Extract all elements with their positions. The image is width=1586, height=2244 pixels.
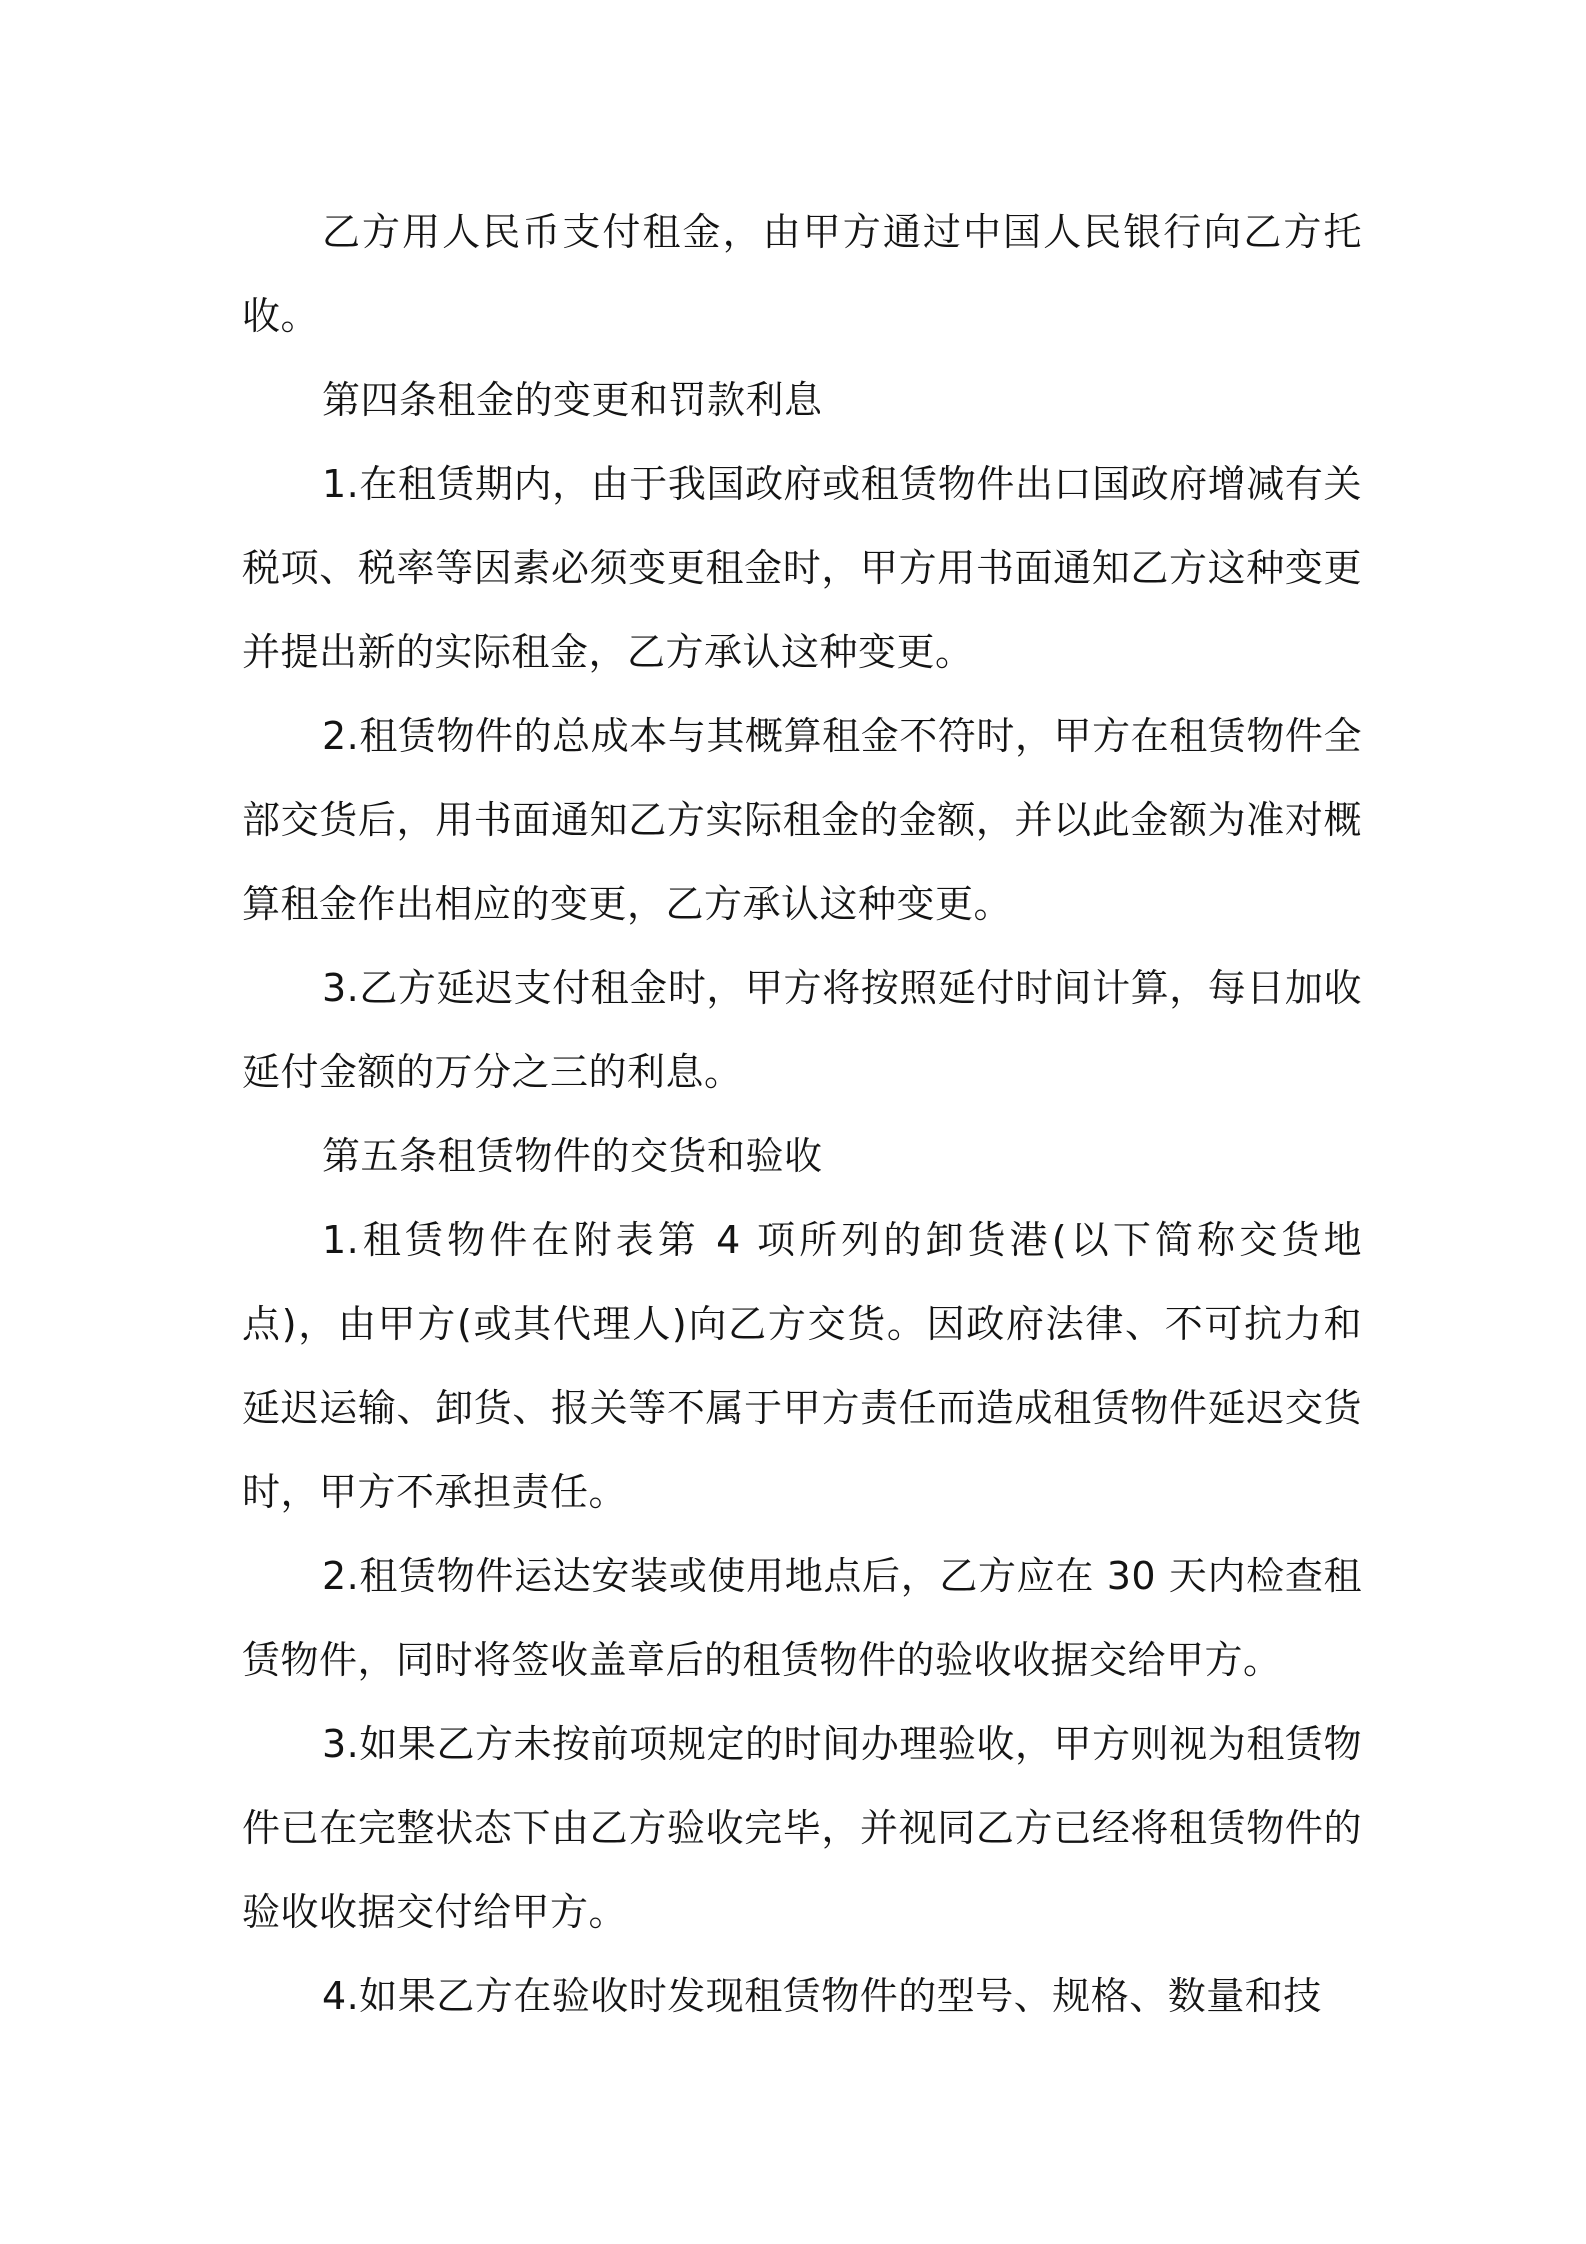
paragraph-article-5-item-3: 3.如果乙方未按前项规定的时间办理验收，甲方则视为租赁物件已在完整状态下由乙方验收完毕，并视同乙方已经将租赁物件的验收收据交付给甲方。 [242, 1722, 1362, 1934]
paragraph-article-4-item-1: 1.在租赁期内，由于我国政府或租赁物件出口国政府增减有关税项、税率等因素必须变更租金时，甲方用书面通知乙方这种变更并提出新的实际租金，乙方承认这种变更。 [242, 462, 1362, 674]
paragraph-article-4-item-3: 3.乙方延迟支付租金时，甲方将按照延付时间计算，每日加收延付金额的万分之三的利息。 [242, 966, 1362, 1094]
paragraph-article-5-item-4: 4.如果乙方在验收时发现租赁物件的型号、规格、数量和技 [322, 1974, 1322, 2018]
paragraph-article-5-item-2: 2.租赁物件运达安装或使用地点后，乙方应在 30 天内检查租赁物件，同时将签收盖章后的租赁物件的验收收据交给甲方。 [242, 1554, 1362, 1682]
section-heading-article-5: 第五条租赁物件的交货和验收 [322, 1134, 823, 1178]
paragraph-article-5-item-1: 1.租赁物件在附表第 4 项所列的卸货港(以下简称交货地点)，由甲方(或其代理人)向乙方交货。因政府法律、不可抗力和延迟运输、卸货、报关等不属于甲方责任而造成租赁物件延迟交货时，甲方不承担责任。 [242, 1218, 1362, 1514]
document-body [242, 190, 1362, 2038]
paragraph-article-4-item-2: 2.租赁物件的总成本与其概算租金不符时，甲方在租赁物件全部交货后，用书面通知乙方实际租金的金额，并以此金额为准对概算租金作出相应的变更，乙方承认这种变更。 [242, 714, 1362, 926]
section-heading-article-4: 第四条租金的变更和罚款利息 [322, 378, 823, 422]
paragraph-rent-payment: 乙方用人民币支付租金，由甲方通过中国人民银行向乙方托收。 [242, 210, 1362, 338]
